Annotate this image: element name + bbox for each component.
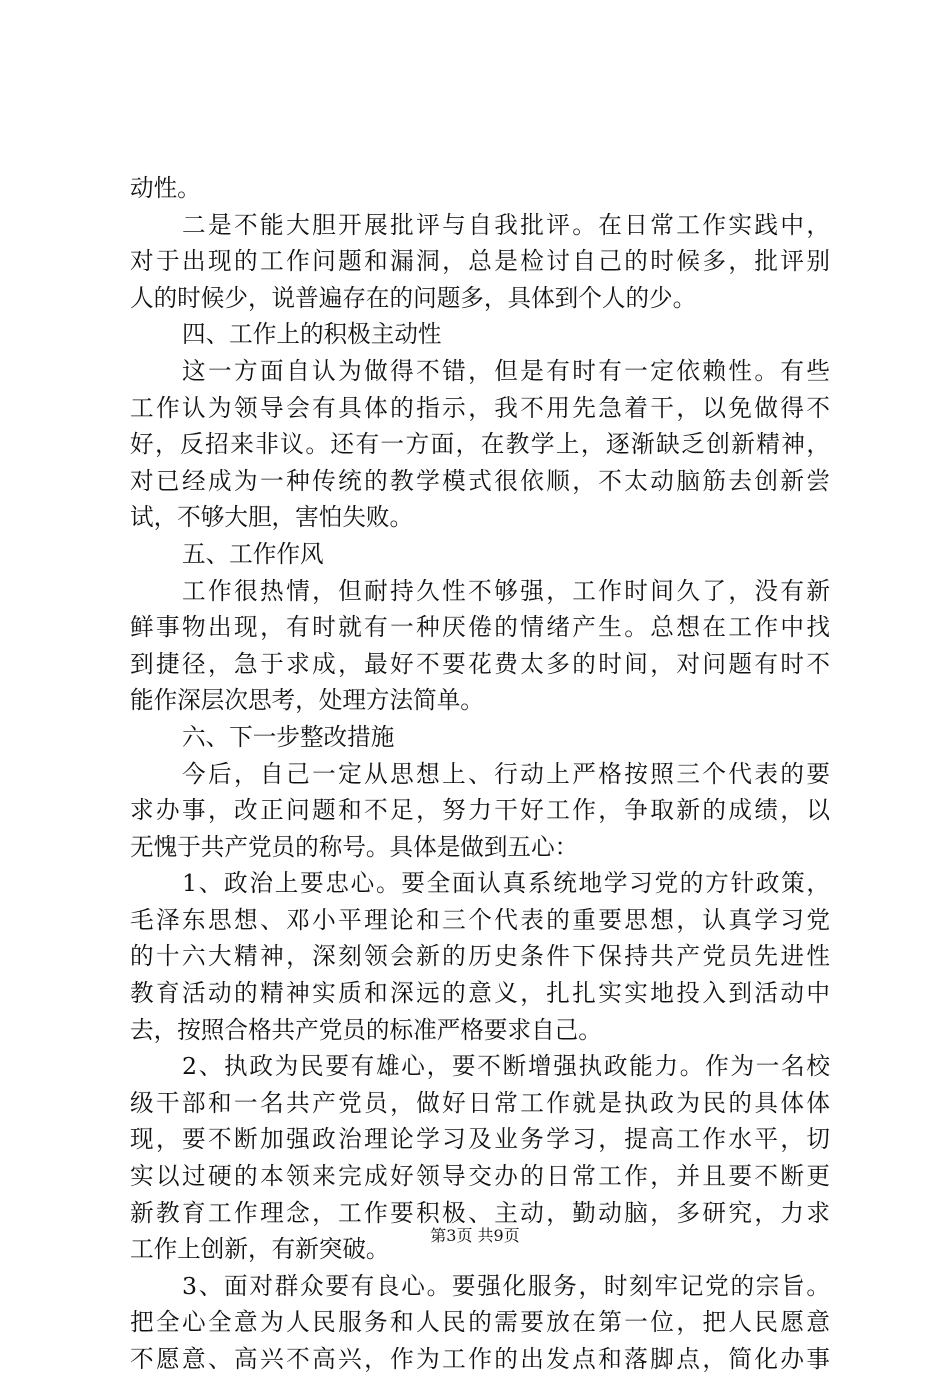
text-line: 试，不够大胆，害怕失败。 — [130, 503, 414, 532]
text-line: 毛泽东思想、邓小平理论和三个代表的重要思想，认真学习党 — [130, 905, 830, 934]
text-line: 对已经成为一种传统的教学模式很依顺，不太动脑筋去创新尝 — [130, 466, 830, 495]
text-line: 把全心全意为人民服务和人民的需要放在第一位，把人民愿意 — [130, 1308, 830, 1337]
text-line: 1、政治上要忠心。要全面认真系统地学习党的方针政策， — [182, 869, 830, 898]
text-line: 今后，自己一定从思想上、行动上严格按照三个代表的要 — [182, 759, 830, 788]
text-line: 现，要不断加强政治理论学习及业务学习，提高工作水平，切 — [130, 1125, 830, 1154]
text-line: 好，反招来非议。还有一方面，在教学上，逐渐缺乏创新精神， — [130, 430, 830, 459]
text-line: 去，按照合格共产党员的标准严格要求自己。 — [130, 1015, 602, 1044]
text-line: 到捷径，急于求成，最好不要花费太多的时间，对问题有时不 — [130, 649, 830, 678]
text-line: 求办事，改正问题和不足，努力干好工作，争取新的成绩，以 — [130, 796, 830, 825]
text-line: 工作很热情，但耐持久性不够强，工作时间久了，没有新 — [182, 576, 830, 605]
text-line: 无愧于共产党员的称号。具体是做到五心： — [130, 832, 579, 861]
text-line: 2、执政为民要有雄心，要不断增强执政能力。作为一名校 — [182, 1052, 830, 1081]
text-line: 新教育工作理念，工作要积极、主动，勤动脑，多研究，力求 — [130, 1198, 830, 1227]
text-line: 3、面对群众要有良心。要强化服务，时刻牢记党的宗旨。 — [182, 1271, 830, 1300]
text-line: 工作上创新，有新突破。 — [130, 1235, 390, 1264]
text-line: 教育活动的精神实质和深远的意义，扎扎实实地投入到活动中 — [130, 979, 830, 1008]
text-line: 四、工作上的积极主动性 — [182, 320, 442, 349]
text-line: 鲜事物出现，有时就有一种厌倦的情绪产生。总想在工作中找 — [130, 613, 830, 642]
text-line: 六、下一步整改措施 — [182, 722, 395, 751]
text-line: 能作深层次思考，处理方法简单。 — [130, 686, 484, 715]
text-line: 人的时候少，说普遍存在的问题多，具体到个人的少。 — [130, 283, 697, 312]
document-body — [130, 170, 830, 1378]
text-line: 动性。 — [130, 174, 201, 202]
text-line: 五、工作作风 — [182, 539, 324, 568]
text-line: 的十六大精神，深刻领会新的历史条件下保持共产党员先进性 — [130, 942, 830, 971]
text-line: 对于出现的工作问题和漏洞，总是检讨自己的时候多，批评别 — [130, 247, 830, 276]
text-line: 级干部和一名共产党员，做好日常工作就是执政为民的具体体 — [130, 1088, 830, 1117]
text-line: 这一方面自认为做得不错，但是有时有一定依赖性。有些 — [182, 356, 830, 385]
text-line: 不愿意、高兴不高兴，作为工作的出发点和落脚点，简化办事 — [130, 1345, 830, 1373]
text-line: 二是不能大胆开展批评与自我批评。在日常工作实践中， — [182, 210, 830, 239]
page-footer: 第3页 共9页 — [430, 1226, 520, 1245]
text-line: 工作认为领导会有具体的指示，我不用先急着干，以免做得不 — [130, 393, 830, 422]
text-line: 实以过硬的本领来完成好领导交办的日常工作，并且要不断更 — [130, 1162, 830, 1191]
